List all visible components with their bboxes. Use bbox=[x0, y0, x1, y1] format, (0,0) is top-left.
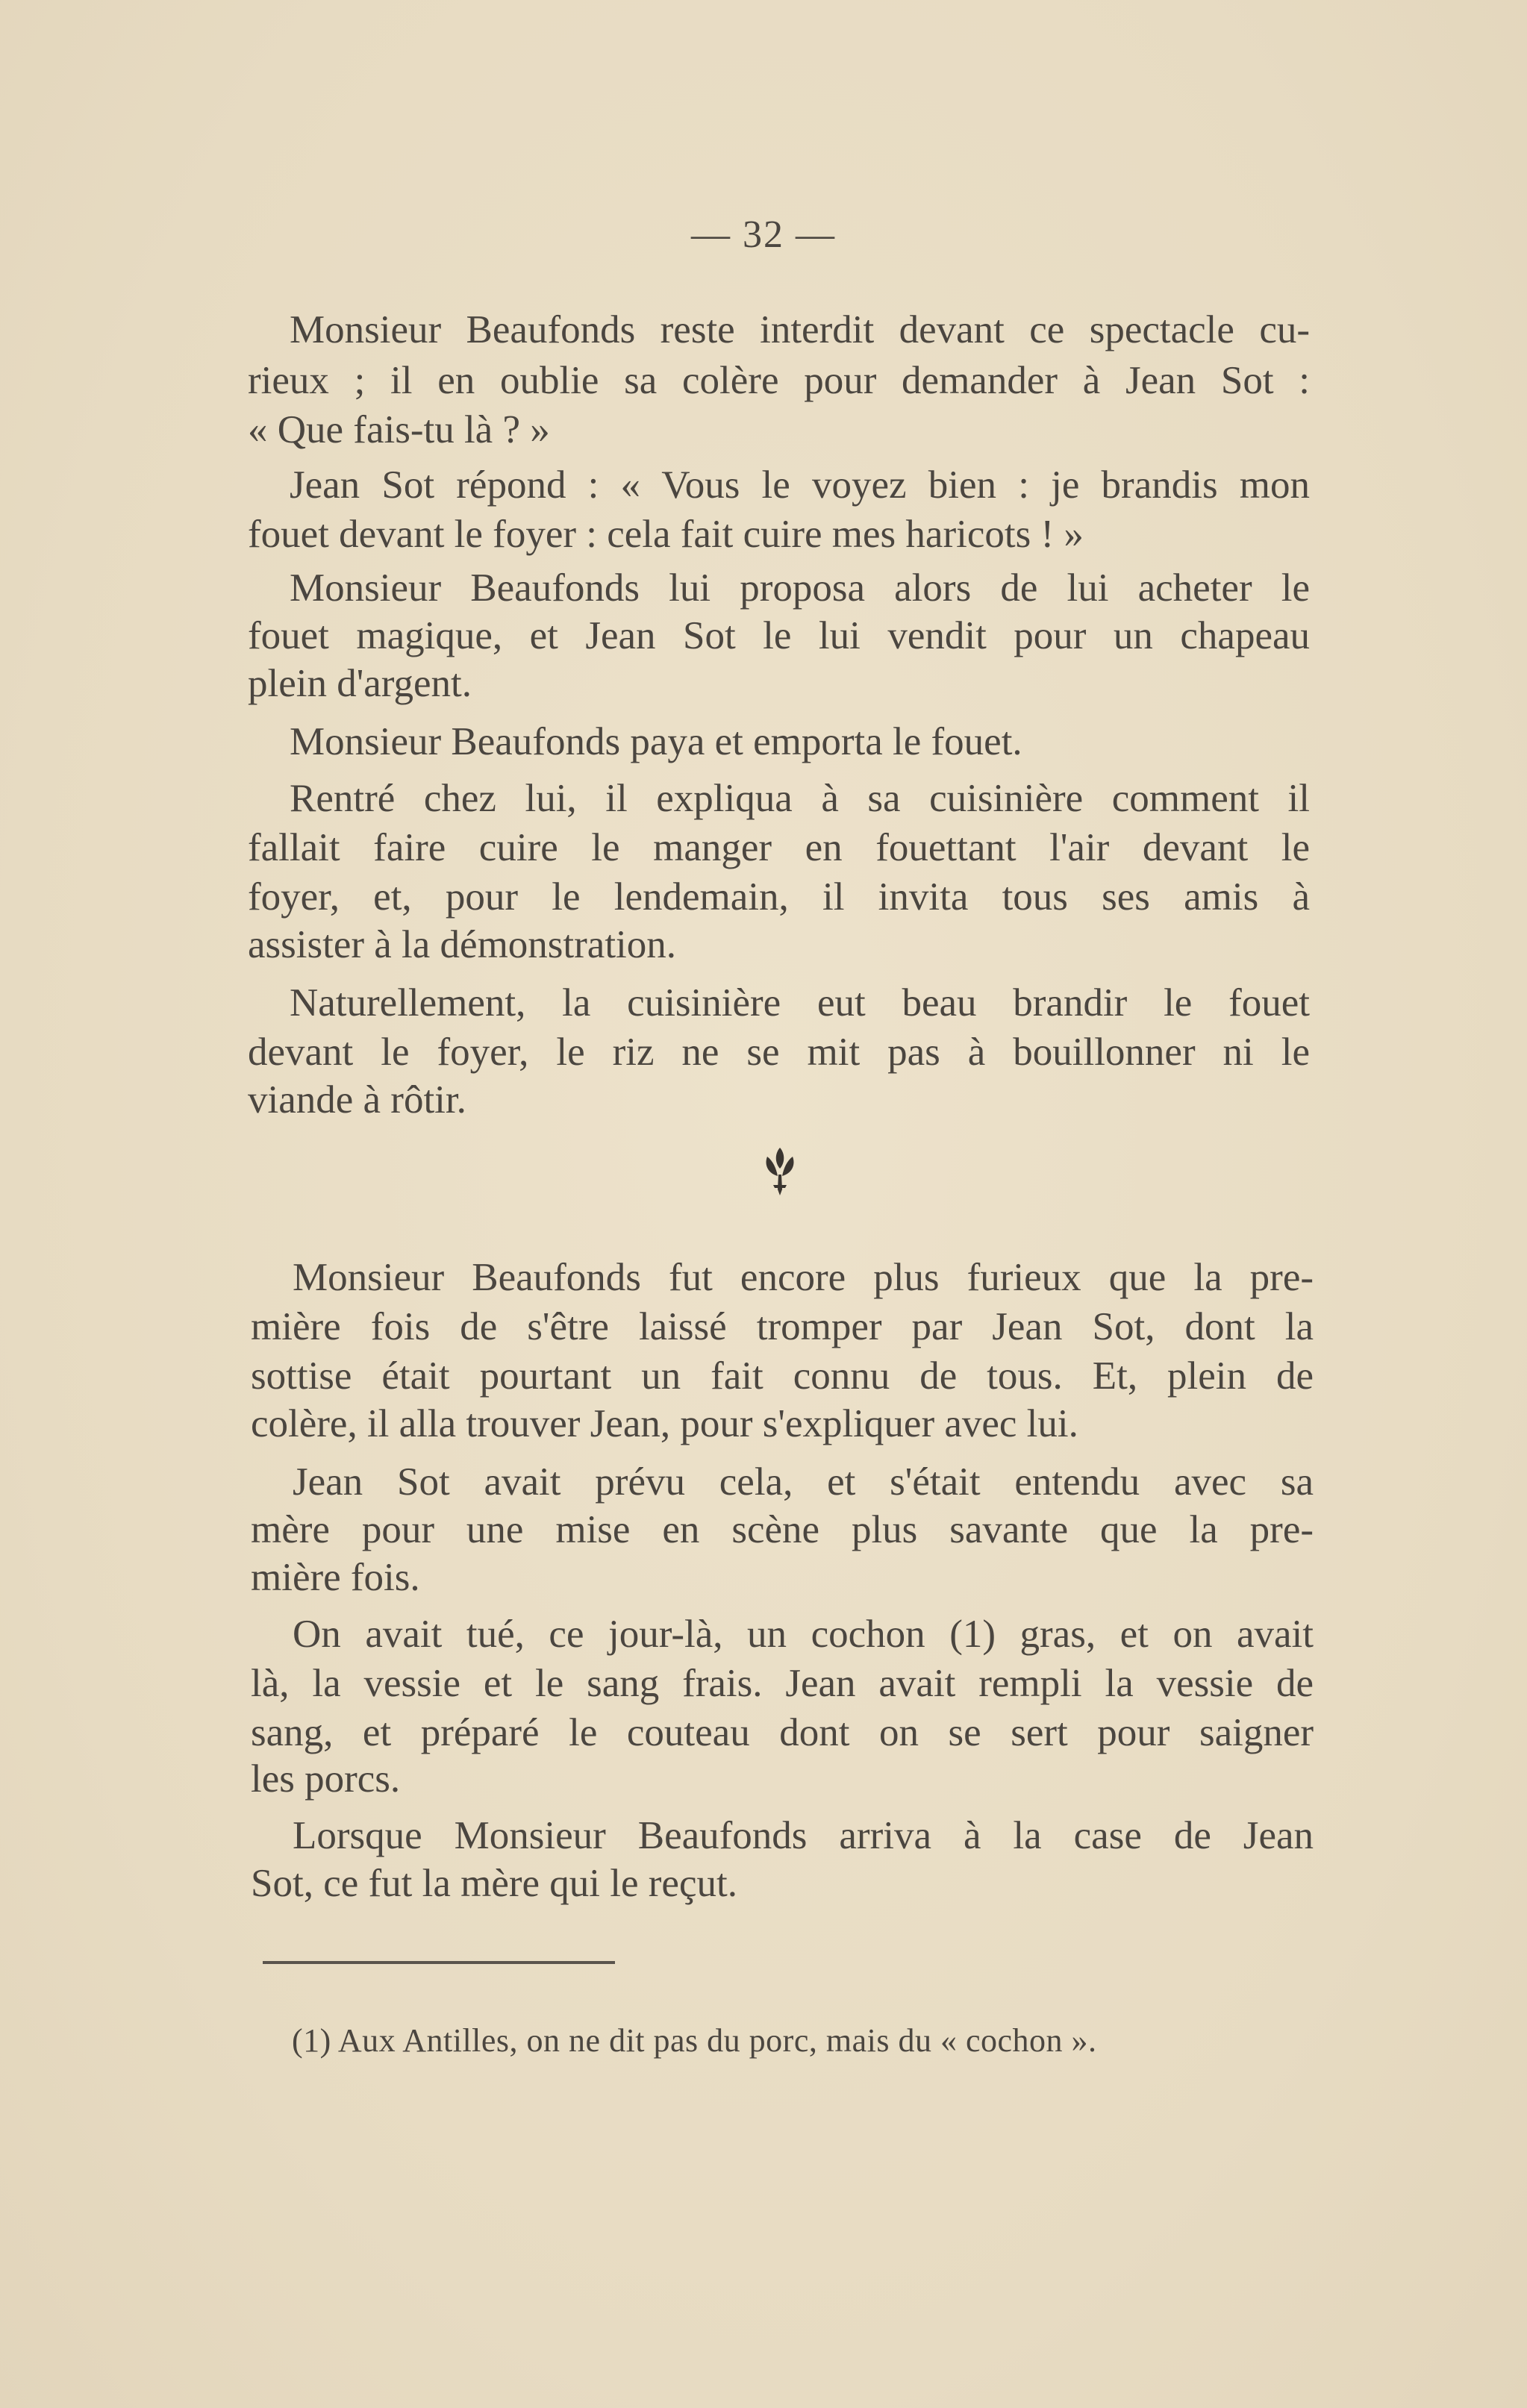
text-line: On avait tué, ce jour-là, un cochon (1) gras, et on avait bbox=[293, 1613, 1314, 1656]
text-line: Rentré chez lui, il expliqua à sa cuisinière comment il bbox=[290, 777, 1310, 820]
text-line: assister à la démonstration. bbox=[248, 923, 677, 966]
footnote: (1) Aux Antilles, on ne dit pas du porc, mais du « cochon ». bbox=[292, 2022, 1097, 2059]
footnote-rule bbox=[263, 1961, 615, 1964]
text-line: mère pour une mise en scène plus savante que la pre- bbox=[251, 1508, 1314, 1551]
text-line: mière fois de s'être laissé tromper par Jean Sot, dont la bbox=[251, 1305, 1314, 1348]
text-line: Monsieur Beaufonds lui proposa alors de lui acheter le bbox=[290, 566, 1310, 610]
text-line: rieux ; il en oublie sa colère pour demander à Jean Sot : bbox=[248, 359, 1310, 402]
text-line: là, la vessie et le sang frais. Jean avait rempli la vessie de bbox=[251, 1662, 1314, 1705]
text-line: mière fois. bbox=[251, 1556, 420, 1599]
text-line: foyer, et, pour le lendemain, il invita tous ses amis à bbox=[248, 875, 1310, 919]
text-line: devant le foyer, le riz ne se mit pas à bouillonner ni le bbox=[248, 1031, 1310, 1074]
text-line: Sot, ce fut la mère qui le reçut. bbox=[251, 1862, 737, 1905]
text-line: fouet devant le foyer : cela fait cuire mes haricots ! » bbox=[248, 513, 1084, 556]
text-line: fallait faire cuire le manger en fouettant l'air devant le bbox=[248, 826, 1310, 869]
fleuron-icon bbox=[760, 1146, 800, 1198]
text-line: Monsieur Beaufonds fut encore plus furieux que la pre- bbox=[293, 1256, 1314, 1299]
text-line: sang, et préparé le couteau dont on se sert pour saigner bbox=[251, 1711, 1314, 1754]
text-line: « Que fais-tu là ? » bbox=[248, 408, 550, 451]
text-line: les porcs. bbox=[251, 1757, 401, 1801]
text-line: Monsieur Beaufonds reste interdit devant ce spectacle cu- bbox=[290, 308, 1310, 351]
text-line: Jean Sot répond : « Vous le voyez bien : je brandis mon bbox=[290, 463, 1310, 507]
text-line: sottise était pourtant un fait connu de tous. Et, plein de bbox=[251, 1354, 1314, 1398]
text-line: fouet magique, et Jean Sot le lui vendit pour un chapeau bbox=[248, 614, 1310, 657]
text-line: Naturellement, la cuisinière eut beau brandir le fouet bbox=[290, 981, 1310, 1025]
text-line: Jean Sot avait prévu cela, et s'était entendu avec sa bbox=[293, 1460, 1314, 1504]
text-line: viande à rôtir. bbox=[248, 1078, 466, 1122]
text-line: Monsieur Beaufonds paya et emporta le fouet. bbox=[290, 720, 1022, 763]
page-number: — 32 — bbox=[691, 213, 836, 256]
text-line: Lorsque Monsieur Beaufonds arriva à la case de Jean bbox=[293, 1814, 1314, 1857]
text-line: colère, il alla trouver Jean, pour s'expliquer avec lui. bbox=[251, 1402, 1078, 1445]
text-line: plein d'argent. bbox=[248, 662, 472, 705]
